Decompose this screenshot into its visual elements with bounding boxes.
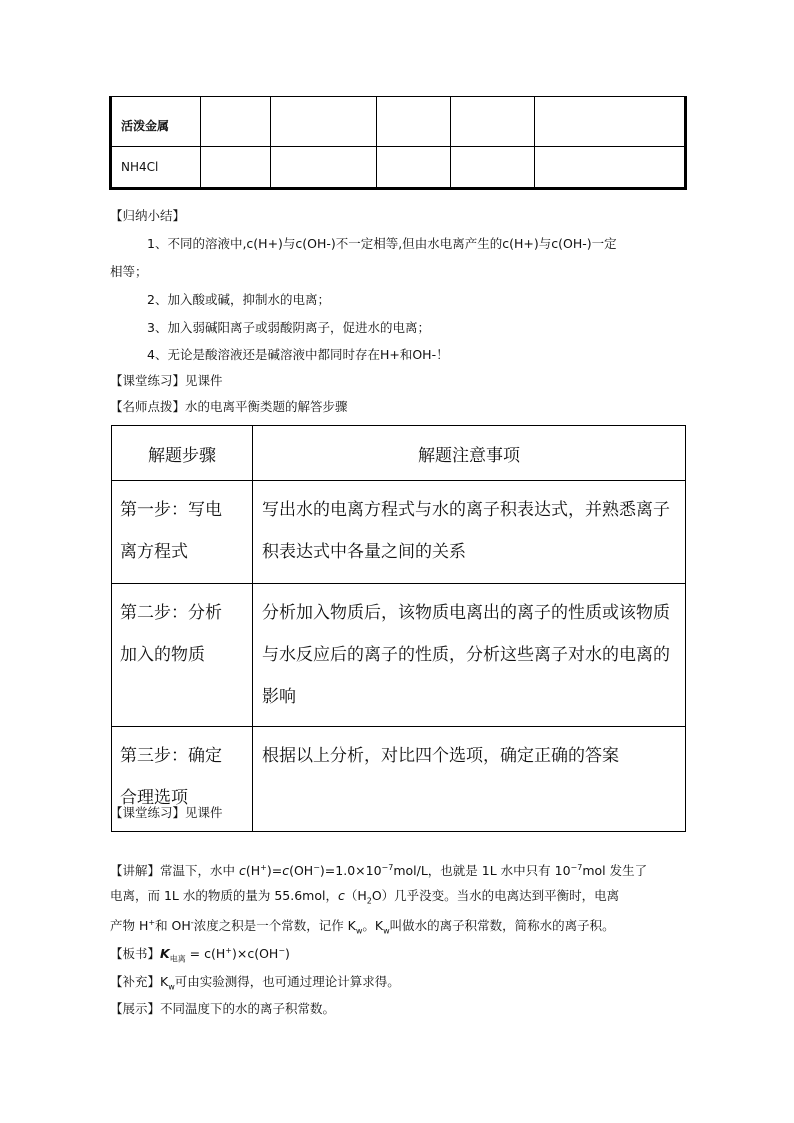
notes-header: 解题注意事项 (253, 426, 686, 481)
note-cell: 分析加入物质后，该物质电离出的离子的性质或该物质与水反应后的离子的性质，分析这些离子对水的电离的影响 (253, 584, 686, 727)
board-line: 【板书】$K_{电离} = c(H^+)\times c(OH^-)$ (110, 946, 290, 964)
steps-header-row (112, 426, 686, 481)
property-table (109, 96, 687, 190)
note-cell: 根据以上分析，对比四个选项，确定正确的答案 (253, 727, 686, 832)
note-cell: 写出水的电离方程式与水的离子积表达式，并熟悉离子积表达式中各量之间的关系 (253, 481, 686, 584)
table-cell (535, 97, 686, 147)
lecture-line-1: 【讲解】常温下，水中 $c(H^+)=c(OH^-)=1.0\times 10^{-7}mol/L$，也就是 1L 水中只有 $10^{-7}mol$ 发生了 (110, 863, 648, 879)
lecture-line-3: 产物 H+和 OH-浓度之积是一个常数，记作 $K_w$。$K_w$叫做水的离子积常数，简称水的离子积。 (110, 918, 615, 936)
step-cell: 第三步：确定 合理选项 (112, 727, 253, 832)
row-label: NH4Cl (111, 147, 201, 189)
table-cell (535, 147, 686, 189)
summary-item-2: 2、加入酸或碱，抑制水的电离； (147, 292, 330, 307)
row-label: 活泼金属 (111, 97, 201, 147)
table-row (111, 147, 686, 189)
summary-item-1-cont: 相等； (110, 264, 148, 279)
table-cell (451, 97, 535, 147)
table-cell (377, 97, 451, 147)
table-cell (271, 147, 377, 189)
supplement-line: 【补充】$K_w$可由实验测得，也可通过理论计算求得。 (110, 974, 400, 992)
tip-line: 【名师点拨】水的电离平衡类题的解答步骤 (110, 399, 348, 414)
step-cell: 第二步：分析 加入的物质 (112, 584, 253, 727)
practice-line-2: 【课堂练习】见课件 (110, 805, 223, 820)
practice-line-1: 【课堂练习】见课件 (110, 373, 223, 388)
steps-header: 解题步骤 (112, 426, 253, 481)
table-cell (377, 147, 451, 189)
summary-item-3: 3、加入弱碱阳离子或弱酸阴离子，促进水的电离； (147, 320, 430, 335)
step-cell: 第一步：写电 离方程式 (112, 481, 253, 584)
summary-item-4: 4、无论是酸溶液还是碱溶液中都同时存在H+和OH-！ (147, 347, 449, 362)
table-cell (271, 97, 377, 147)
steps-table (111, 425, 686, 832)
table-cell (201, 147, 271, 189)
summary-item-1: 1、不同的溶液中,c(H+)与c(OH-)不一定相等,但由水电离产生的c(H+)与c(OH-)一定 (147, 236, 617, 251)
summary-heading: 【归纳小结】 (110, 208, 186, 223)
table-cell (201, 97, 271, 147)
table-row (112, 481, 686, 584)
table-row (111, 97, 686, 147)
table-row (112, 584, 686, 727)
table-cell (451, 147, 535, 189)
lecture-line-2: 电离，而 1L 水的物质的量为 55.6mol，$c(H_2O)$几乎没变。当水的电离达到平衡时，电离 (110, 888, 620, 906)
display-line: 【展示】不同温度下的水的离子积常数。 (110, 1001, 336, 1016)
